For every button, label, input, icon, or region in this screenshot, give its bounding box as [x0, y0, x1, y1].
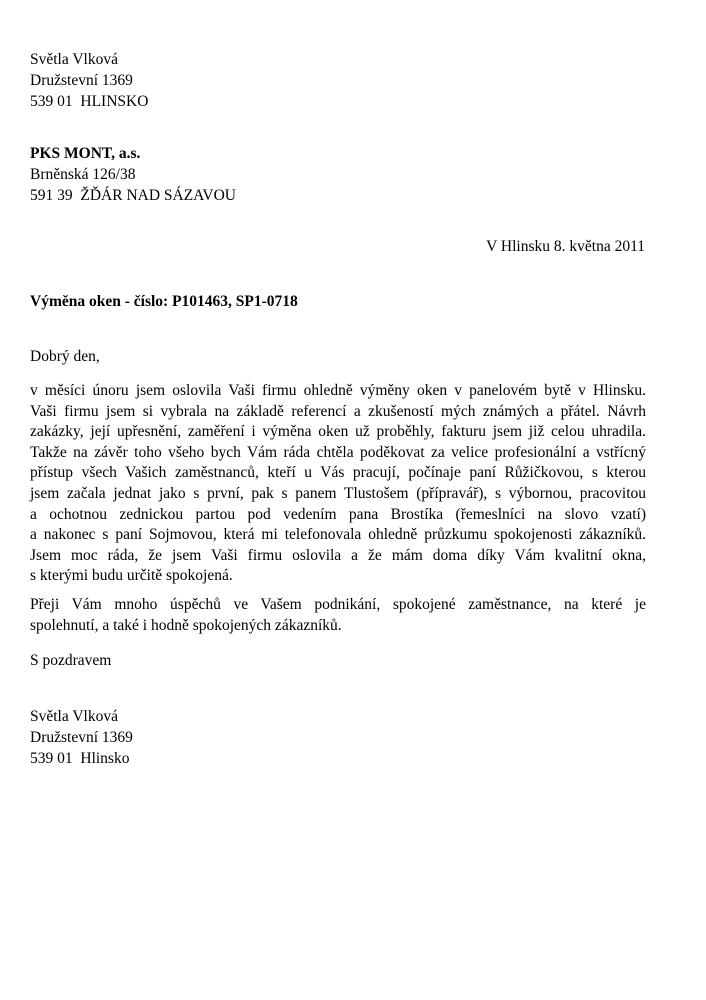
paragraph-1-line: v měsíci únoru jsem oslovila Vaši firmu ohledně výměny oken v panelovém bytě v Hlinsku.: [30, 382, 646, 399]
closing: [30, 650, 111, 671]
paragraph-1-line: a ochotnou zednickou partou pod vedením pana Brostíka (řemeslníci na slovo vzatí): [30, 505, 646, 523]
sender-street: Družstevní 1369: [30, 72, 133, 89]
sender-address: [30, 49, 148, 112]
paragraph-2: [30, 595, 646, 636]
paragraph-1-line: zakázky, její upřesnění, zaměření i výměna oken už proběhly, fakturu jsem již celou uhradila.: [30, 423, 646, 441]
paragraph-1-line: a nakonec s paní Sojmovou, která mi telefonovala ohledně průzkumu spokojenosti zákazníků.: [30, 526, 646, 544]
paragraph-2-line: spolehnutí, a také i hodně spokojených zákazníků.: [30, 616, 342, 634]
greeting: [30, 346, 100, 367]
recipient-street: Brněnská 126/38: [30, 166, 136, 183]
greeting-text: Dobrý den,: [30, 348, 100, 365]
paragraph-1-line: jsem začala jednat jako s první, pak s panem Tlustošem (přípravář), s výbornou, pracovitou: [30, 484, 646, 502]
recipient-city: 591 39 ŽĎÁR NAD SÁZAVOU: [30, 187, 236, 204]
date-line: V Hlinsku 8. května 2011: [486, 238, 645, 255]
paragraph-1-line: Jsem moc ráda, že jsem Vaši firmu oslovila a že mám doma díky Vám kvalitní okna,: [30, 546, 646, 564]
subject-line: [30, 291, 298, 312]
recipient-company: PKS MONT, a.s.: [30, 145, 141, 162]
closing-text: S pozdravem: [30, 652, 112, 669]
paragraph-1-line: Vaši firmu jsem si vybrala na základě referencí a zkušeností mých známých a přátel. Návrh: [30, 402, 646, 420]
signature-city: 539 01 Hlinsko: [30, 750, 130, 767]
signature-street: Družstevní 1369: [30, 729, 133, 746]
signature-block: [30, 706, 133, 769]
recipient-address: [30, 143, 236, 206]
sender-city: 539 01 HLINSKO: [30, 93, 149, 110]
paragraph-1-line: Takže na závěr toho všeho bych Vám ráda chtěla poděkovat za velice profesionální a vstřícný: [30, 443, 646, 461]
subject-text: Výměna oken - číslo: P101463, SP1-0718: [30, 293, 298, 310]
sender-name: Světla Vlková: [30, 51, 118, 68]
signature-name: Světla Vlková: [30, 708, 118, 725]
paragraph-1-line: přístup všech Vašich zaměstnanců, kteří u Vás pracují, počínaje paní Růžičkovou, s kterou: [30, 464, 646, 482]
paragraph-2-line: Přeji Vám mnoho úspěchů ve Vašem podnikání, spokojené zaměstnance, na které je: [30, 596, 646, 613]
paragraph-1: [30, 381, 646, 587]
paragraph-1-line: s kterými budu určitě spokojená.: [30, 567, 233, 585]
